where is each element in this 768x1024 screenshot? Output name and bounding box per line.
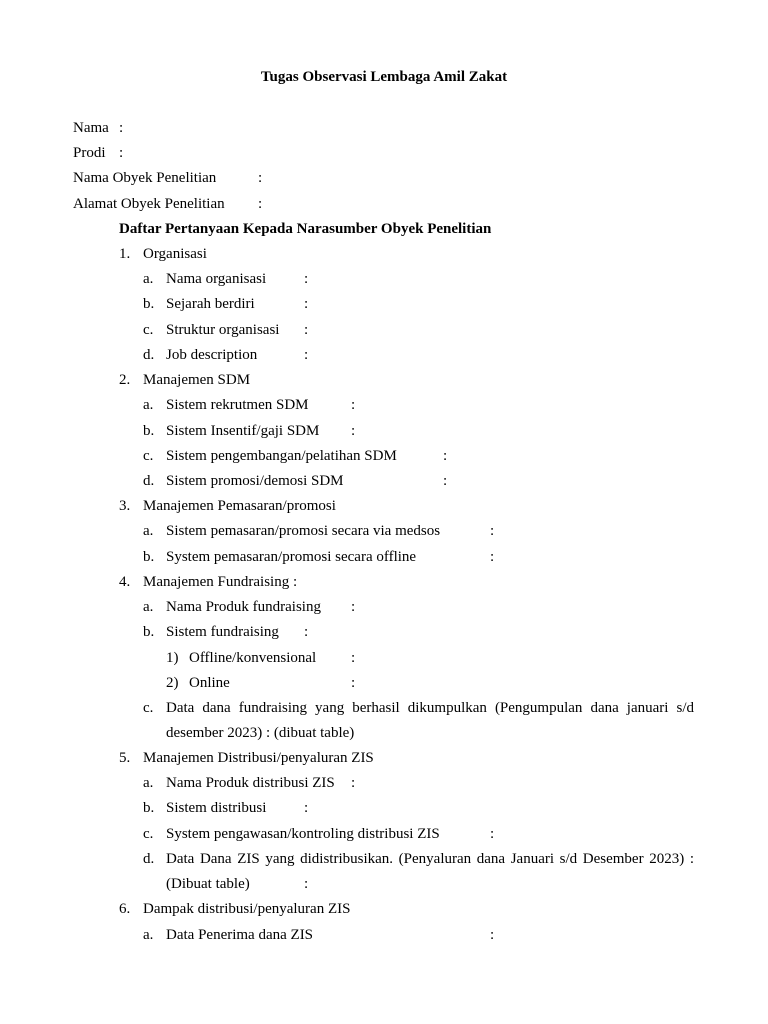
section-title: Manajemen SDM	[143, 372, 251, 388]
item-colon: :	[351, 397, 356, 413]
item-colon: :	[490, 826, 495, 842]
list-item: Sistem fundraising	[166, 624, 279, 640]
item-marker: d.	[143, 473, 155, 489]
section-title: Manajemen Distribusi/penyaluran ZIS	[143, 750, 374, 766]
item-marker: c.	[143, 700, 154, 716]
list-item: Nama Produk fundraising	[166, 599, 321, 615]
subitem-marker: 1)	[166, 650, 179, 666]
item-colon: :	[490, 927, 495, 943]
item-colon: :	[351, 423, 356, 439]
list-item: Nama organisasi	[166, 271, 267, 287]
item-marker: b.	[143, 624, 155, 640]
list-item: Data Dana ZIS yang didistribusikan. (Penyaluran dana Januari s/d Desember 2023) :	[166, 851, 694, 867]
list-item: Nama Produk distribusi ZIS	[166, 775, 335, 791]
item-marker: c.	[143, 322, 154, 338]
list-item: Data Penerima dana ZIS	[166, 927, 314, 943]
section-title: Dampak distribusi/penyaluran ZIS	[143, 901, 351, 917]
item-colon: :	[304, 800, 309, 816]
field-colon: :	[119, 145, 124, 161]
item-colon: :	[351, 775, 356, 791]
section-number: 5.	[119, 750, 131, 766]
section-number: 3.	[119, 498, 131, 514]
item-marker: a.	[143, 397, 154, 413]
sub-list-item: Online	[189, 675, 230, 691]
item-colon: :	[304, 322, 309, 338]
section-number: 4.	[119, 574, 131, 590]
item-marker: b.	[143, 296, 155, 312]
item-marker: b.	[143, 549, 155, 565]
item-marker: d.	[143, 347, 155, 363]
page-title: Tugas Observasi Lembaga Amil Zakat	[260, 69, 508, 85]
list-item: Sistem Insentif/gaji SDM	[166, 423, 320, 439]
field-label-alamat-obyek: Alamat Obyek Penelitian	[73, 196, 225, 212]
field-colon: :	[258, 196, 263, 212]
item-marker: b.	[143, 423, 155, 439]
item-marker: b.	[143, 800, 155, 816]
field-label-nama: Nama	[73, 120, 109, 136]
list-item: Data dana fundraising yang berhasil dikumpulkan (Pengumpulan dana januari s/d	[166, 700, 694, 716]
list-item: Sistem pemasaran/promosi secara via medsos	[166, 523, 441, 539]
list-item: System pengawasan/kontroling distribusi ZIS	[166, 826, 440, 842]
subitem-marker: 2)	[166, 675, 179, 691]
item-marker: a.	[143, 271, 154, 287]
item-marker: d.	[143, 851, 155, 867]
item-marker: a.	[143, 927, 154, 943]
item-marker: a.	[143, 523, 154, 539]
list-item-continuation: (Dibuat table)	[166, 876, 250, 892]
item-colon: :	[351, 675, 356, 691]
list-item: Sejarah berdiri	[166, 296, 255, 312]
list-item: System pemasaran/promosi secara offline	[166, 549, 417, 565]
item-colon: :	[304, 624, 309, 640]
item-marker: a.	[143, 599, 154, 615]
field-colon: :	[119, 120, 124, 136]
field-colon: :	[258, 170, 263, 186]
field-label-nama-obyek: Nama Obyek Penelitian	[73, 170, 217, 186]
item-marker: c.	[143, 448, 154, 464]
list-item: Sistem pengembangan/pelatihan SDM	[166, 448, 397, 464]
item-colon: :	[304, 876, 309, 892]
item-colon: :	[304, 296, 309, 312]
list-item: Sistem distribusi	[166, 800, 267, 816]
item-marker: c.	[143, 826, 154, 842]
item-colon: :	[351, 599, 356, 615]
item-colon: :	[490, 523, 495, 539]
item-colon: :	[443, 448, 448, 464]
sub-list-item: Offline/konvensional	[189, 650, 317, 666]
item-colon: :	[490, 549, 495, 565]
list-item: Sistem promosi/demosi SDM	[166, 473, 344, 489]
section-number: 2.	[119, 372, 131, 388]
section-number: 1.	[119, 246, 131, 262]
field-label-prodi: Prodi	[73, 145, 106, 161]
list-item-continuation: desember 2023) : (dibuat table)	[166, 725, 355, 741]
item-colon: :	[304, 271, 309, 287]
list-item: Struktur organisasi	[166, 322, 280, 338]
section-title: Organisasi	[143, 246, 207, 262]
section-title: Manajemen Pemasaran/promosi	[143, 498, 336, 514]
item-colon: :	[351, 650, 356, 666]
item-marker: a.	[143, 775, 154, 791]
item-colon: :	[443, 473, 448, 489]
list-item: Job description	[166, 347, 258, 363]
section-heading: Daftar Pertanyaan Kepada Narasumber Obyek Penelitian	[119, 221, 492, 237]
section-number: 6.	[119, 901, 131, 917]
list-item: Sistem rekrutmen SDM	[166, 397, 309, 413]
item-colon: :	[304, 347, 309, 363]
section-title: Manajemen Fundraising :	[143, 574, 298, 590]
